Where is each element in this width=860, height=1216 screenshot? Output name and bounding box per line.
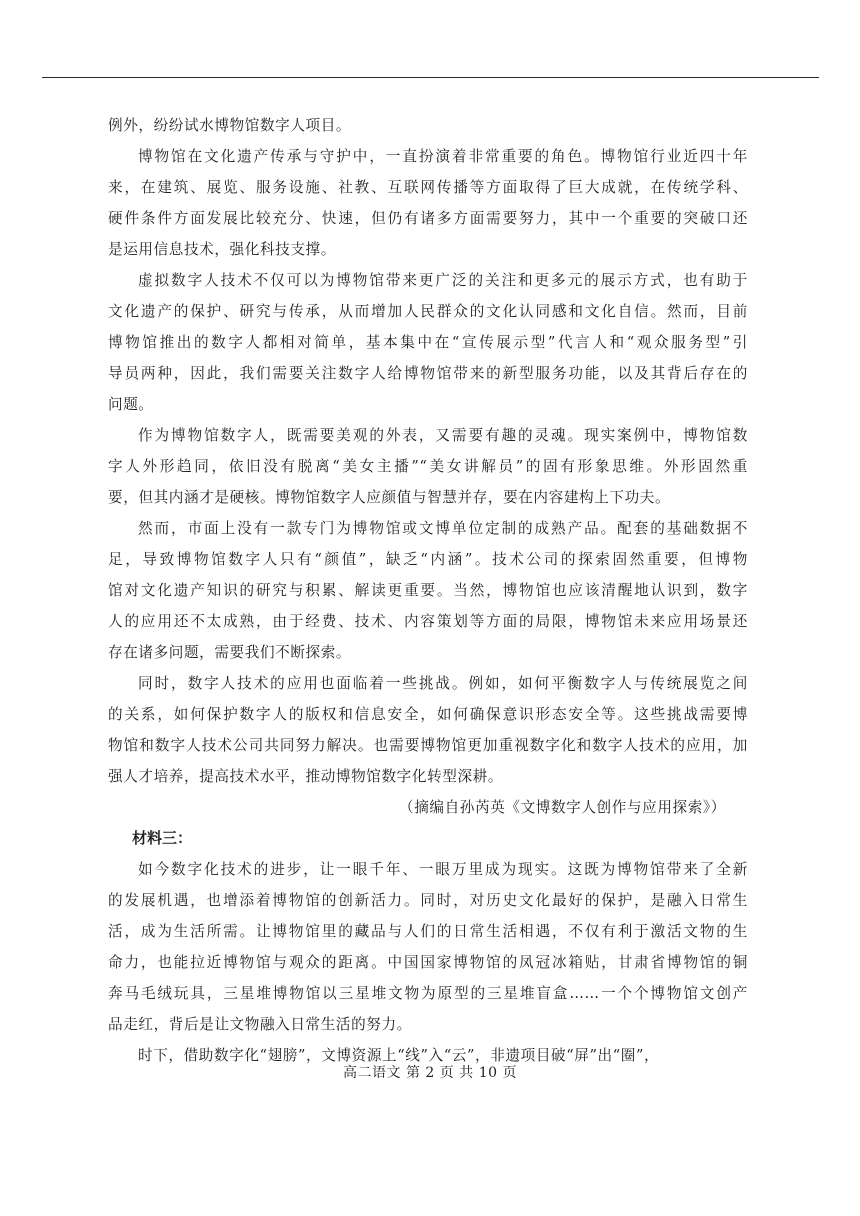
page-body (108, 110, 748, 1071)
text-line: 然而，市面上没有一款专门为博物馆或文博单位定制的成熟产品。配套的基础数据不 (138, 520, 748, 537)
text-line: 虚拟数字人技术不仅可以为博物馆带来更广泛的关注和更多元的展示方式，也有助于 (138, 272, 748, 289)
paragraph (108, 854, 748, 1040)
text-line: 命力，也能拉近博物馆与观众的距离。中国国家博物馆的凤冠冰箱贴，甘肃省博物馆的铜 (108, 954, 748, 971)
paragraph (108, 513, 748, 668)
text-line: 同时，数字人技术的应用也面临着一些挑战。例如，如何平衡数字人与传统展览之间 (138, 675, 748, 692)
material-three-text (108, 854, 748, 1071)
text-line: 例外，纷纷试水博物馆数字人项目。 (108, 117, 352, 134)
text-line: 字人外形趋同，依旧没有脱离“美女主播”“美女讲解员”的固有形象思维。外形固然重 (108, 458, 748, 475)
text-line: 博物馆在文化遗产传承与守护中，一直扮演着非常重要的角色。博物馆行业近四十年 (138, 148, 748, 165)
text-line: 奔马毛绒玩具，三星堆博物馆以三星堆文物为原型的三星堆盲盒……一个个博物馆文创产 (108, 985, 748, 1002)
text-line: 馆对文化遗产知识的研究与积累、解读更重要。当然，博物馆也应该清醒地认识到，数字 (108, 582, 748, 599)
text-line: 活，成为生活所需。让博物馆里的藏品与人们的日常生活相遇，不仅有利于激活文物的生 (108, 923, 748, 940)
text-line: 要，但其内涵才是硬核。博物馆数字人应颜值与智慧并存，要在内容建构上下功夫。 (108, 489, 671, 506)
page-footer: 高二语文 第 2 页 共 10 页 (343, 1065, 517, 1081)
text-line: 物馆和数字人技术公司共同努力解决。也需要博物馆更加重视数字化和数字人技术的应用，加 (108, 737, 748, 754)
paragraph (108, 110, 748, 141)
text-line: 品走红，背后是让文物融入日常生活的努力。 (108, 1016, 412, 1033)
text-line: 人的应用还不太成熟，由于经费、技术、内容策划等方面的局限，博物馆未来应用场景还 (108, 613, 748, 630)
paragraph (108, 141, 748, 265)
paragraph (108, 668, 748, 792)
text-line: 文化遗产的保护、研究与传承，从而增加人民群众的文化认同感和文化自信。然而，目前 (108, 303, 748, 320)
section-heading: 材料三： (132, 829, 193, 847)
top-rule (42, 77, 819, 78)
text-line: 来，在建筑、展览、服务设施、社教、互联网传播等方面取得了巨大成就，在传统学科、 (108, 179, 748, 196)
text-line: 是运用信息技术，强化科技支撑。 (108, 241, 336, 258)
text-line: 作为博物馆数字人，既需要美观的外表，又需要有趣的灵魂。现实案例中，博物馆数 (138, 427, 748, 444)
text-line: 博物馆推出的数字人都相对简单，基本集中在“宣传展示型”代言人和“观众服务型”引 (108, 334, 748, 351)
text-line: 强人才培养，提高技术水平，推动博物馆数字化转型深耕。 (108, 768, 504, 785)
paragraph (108, 420, 748, 513)
text-line: 足，导致博物馆数字人只有“颜值”，缺乏“内涵”。技术公司的探索固然重要，但博物 (108, 551, 748, 568)
text-line: 如今数字化技术的进步，让一眼千年、一眼万里成为现实。这既为博物馆带来了全新 (138, 861, 748, 878)
text-line: 的关系，如何保护数字人的版权和信息安全，如何确保意识形态安全等。这些挑战需要博 (108, 706, 748, 723)
text-line: 存在诸多问题，需要我们不断探索。 (108, 644, 352, 661)
material-two-text (108, 110, 748, 792)
text-line: 时下，借助数字化“翅膀”，文博资源上“线”入“云”，非遗项目破“屏”出“圈”， (138, 1047, 660, 1064)
paragraph (108, 265, 748, 420)
text-line: 的发展机遇，也增添着博物馆的创新活力。同时，对历史文化最好的保护，是融入日常生 (108, 892, 748, 909)
text-line: 导员两种，因此，我们需要关注数字人给博物馆带来的新型服务功能，以及其背后存在的 (108, 365, 748, 382)
text-line: 问题。 (108, 396, 154, 413)
citation: （摘编自孙芮英《文博数字人创作与应用探索》） (399, 799, 726, 816)
text-line: 硬件条件方面发展比较充分、快速，但仍有诸多方面需要努力，其中一个重要的突破口还 (108, 210, 748, 227)
